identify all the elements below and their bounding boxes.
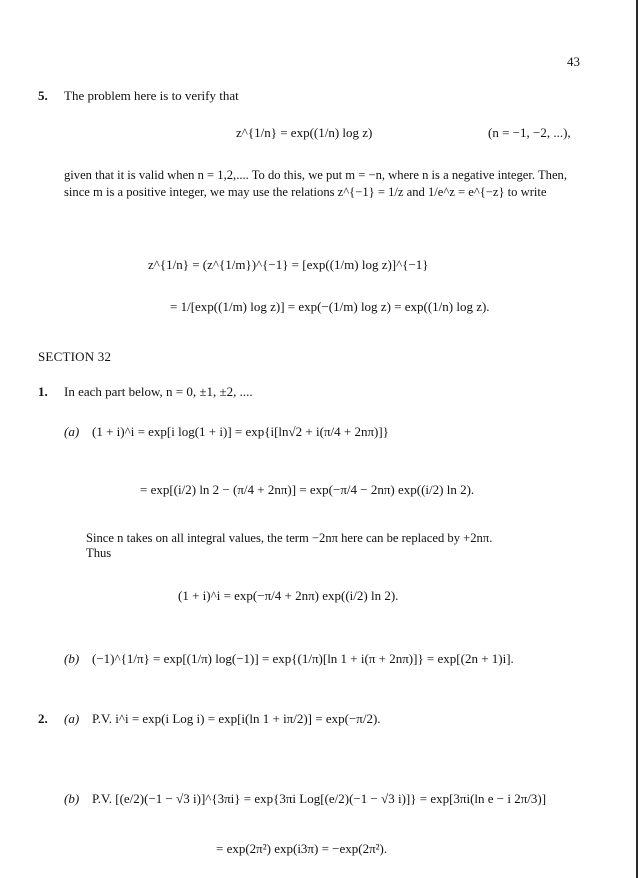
problem-5-equation-1: z^{1/n} = exp((1/n) log z) bbox=[236, 125, 373, 140]
problem-5-number: 5. bbox=[38, 88, 48, 103]
problem-5-intro: The problem here is to verify that bbox=[64, 88, 239, 103]
problem-1a-note: Since n takes on all integral values, the term −2nπ here can be replaced by +2nπ. bbox=[86, 531, 493, 545]
problem-1-intro: In each part below, n = 0, ±1, ±2, .... bbox=[64, 384, 253, 399]
problem-1a-label: (a) bbox=[64, 424, 80, 439]
problem-2b-equation-1: P.V. [(e/2)(−1 − √3 i)]^{3πi} = exp{3πi Log[(e/2)(−1 − √3 i)]} = exp[3πi(ln e − i 2π/3)] bbox=[92, 791, 547, 806]
problem-2a-equation: P.V. i^i = exp(i Log i) = exp[i(ln 1 + iπ/2)] = exp(−π/2). bbox=[92, 711, 381, 726]
problem-5-paragraph: given that it is valid when n = 1,2,.... To do this, we put m = −n, where n is a negative integer. Then, since m is a positive integer, we may use the relations z^{−1} = 1/z and 1/e^z = e^{−z} to write bbox=[64, 168, 567, 199]
problem-1a-equation-1: (1 + i)^i = exp[i log(1 + i)] = exp{i[ln√2 + i(π/4 + 2nπ)]} bbox=[92, 424, 389, 439]
problem-5-equation-1-condition: (n = −1, −2, ...), bbox=[488, 125, 571, 140]
page-number: 43 bbox=[567, 54, 580, 69]
problem-2b-label: (b) bbox=[64, 791, 80, 806]
problem-2-number: 2. bbox=[38, 711, 48, 726]
problem-1-number: 1. bbox=[38, 384, 48, 399]
problem-2b-equation-2: = exp(2π²) exp(i3π) = −exp(2π²). bbox=[216, 841, 388, 856]
problem-1a-equation-2: = exp[(i/2) ln 2 − (π/4 + 2nπ)] = exp(−π/4 − 2nπ) exp((i/2) ln 2). bbox=[140, 482, 475, 497]
problem-1b-equation: (−1)^{1/π} = exp[(1/π) log(−1)] = exp{(1/π)[ln 1 + i(π + 2nπ)]} = exp[(2n + 1)i]. bbox=[92, 651, 514, 666]
problem-1a-thus: Thus bbox=[86, 546, 112, 560]
problem-1b-label: (b) bbox=[64, 651, 80, 666]
section-heading: SECTION 32 bbox=[38, 349, 112, 364]
problem-2a-label: (a) bbox=[64, 711, 80, 726]
problem-5-equation-3: = 1/[exp((1/m) log z)] = exp(−(1/m) log z) = exp((1/n) log z). bbox=[170, 299, 490, 314]
problem-5-equation-2: z^{1/n} = (z^{1/m})^{−1} = [exp((1/m) log z)]^{−1} bbox=[148, 257, 429, 272]
problem-1a-equation-3: (1 + i)^i = exp(−π/4 + 2nπ) exp((i/2) ln 2). bbox=[178, 588, 399, 603]
